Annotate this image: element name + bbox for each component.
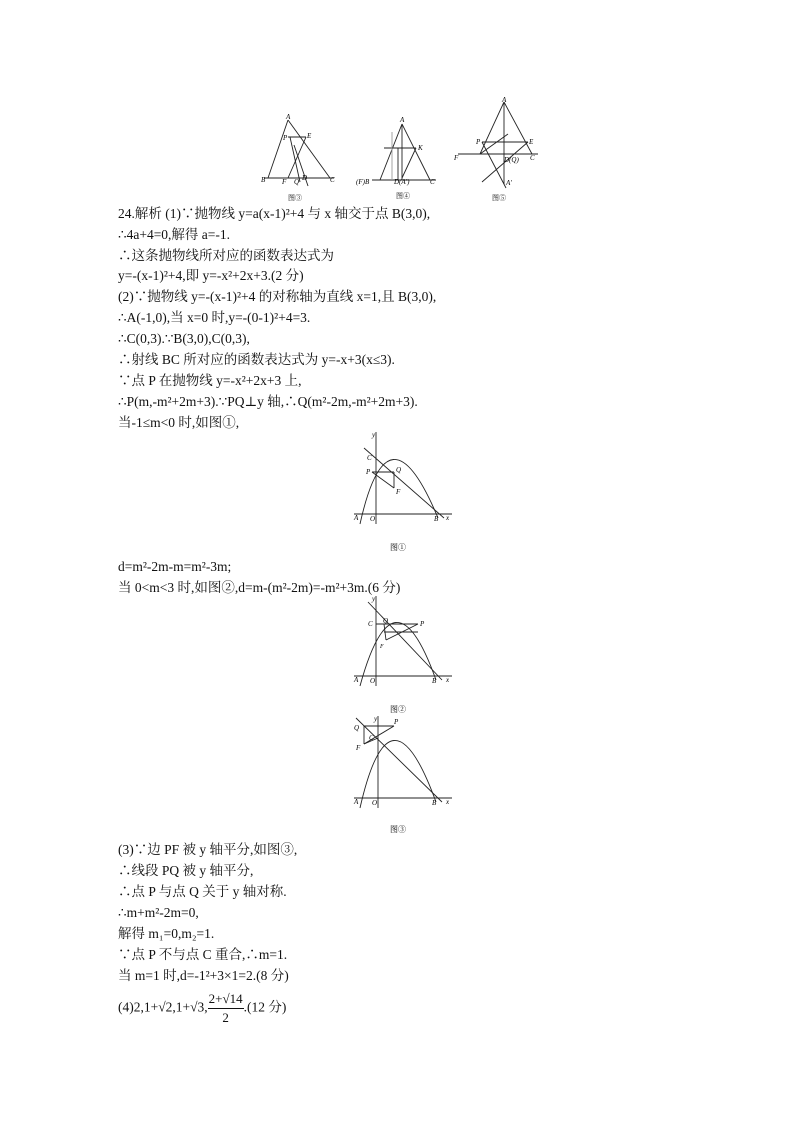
answer-suffix: .(12 分) [243, 999, 287, 1015]
label-B: B [432, 677, 437, 685]
solution-line-16: ∴点 P 与点 Q 关于 y 轴对称. [118, 884, 287, 899]
parabola-graph-1 [350, 428, 460, 556]
label-D: D [302, 174, 308, 182]
solution-line-21 [118, 990, 286, 1027]
label-C: C [368, 620, 373, 628]
label-F: F [282, 178, 287, 186]
label-A: A [502, 96, 507, 104]
label-Q: Q [383, 617, 389, 625]
label-K: K [418, 144, 423, 152]
label-A: A [400, 116, 405, 124]
label-B: B [261, 176, 266, 184]
label-P: P [283, 134, 288, 142]
caption-fig5: 图⑤ [492, 194, 506, 202]
solution-line-1: 24.解析 (1)∵抛物线 y=a(x-1)²+4 与 x 轴交于点 B(3,0), [118, 206, 431, 221]
top-figure-5 [452, 96, 544, 204]
solution-line-9: ∵点 P 在抛物线 y=-x²+2x+3 上, [118, 373, 302, 388]
label-F: F [380, 644, 384, 650]
label-Q: Q [294, 178, 300, 186]
solution-line-8: ∴射线 BC 所对应的函数表达式为 y=-x+3(x≤3). [118, 352, 395, 367]
label-A: A [354, 798, 359, 806]
label-C: C [430, 178, 435, 186]
top-figure-3 [258, 112, 338, 204]
label-P: P [476, 138, 481, 146]
solution-line-10: ∴P(m,-m²+2m+3).∵PQ⊥y 轴,∴Q(m²-2m,-m²+2m+3). [118, 394, 418, 409]
label-P: P [420, 620, 425, 628]
solution-line-20: 当 m=1 时,d=-1²+3×1=2.(8 分) [118, 968, 289, 983]
solution-line-19: ∵点 P 不与点 C 重合,∴m=1. [118, 947, 288, 962]
label-DA: D(A') [394, 178, 410, 186]
solution-line-3: ∴这条抛物线所对应的函数表达式为 [118, 248, 334, 263]
top-figure-4 [354, 112, 444, 204]
label-C: C [369, 734, 374, 742]
label-F: F [454, 154, 459, 162]
solution-line-7: ∴C(0,3).∵B(3,0),C(0,3), [118, 331, 250, 346]
label-C: C [367, 454, 372, 462]
solution-line-11: 当-1≤m<0 时,如图①, [118, 415, 240, 430]
label-y: y [374, 715, 378, 723]
label-B: B [434, 515, 439, 523]
label-F: F [356, 744, 361, 752]
label-A: A [354, 676, 359, 684]
solution-line-4: y=-(x-1)²+4,即 y=-x²+2x+3.(2 分) [118, 268, 304, 283]
solution-line-17: ∴m+m²-2m=0, [118, 905, 199, 920]
label-x: x [446, 798, 450, 806]
label-Q: Q [396, 466, 402, 474]
label-C: C [330, 176, 335, 184]
label-B: B [432, 799, 437, 807]
label-E: E [307, 132, 312, 140]
label-E: E [529, 138, 534, 146]
label-P: P [394, 718, 399, 726]
label-O: O [370, 677, 376, 685]
label-y: y [372, 431, 376, 439]
label-DQ: D(Q) [504, 156, 519, 164]
parabola-graph-3 [350, 712, 460, 838]
label-O: O [370, 515, 376, 523]
caption-graph-2: 图② [390, 705, 406, 714]
solution-line-14: (3)∵边 PF 被 y 轴平分,如图③, [118, 842, 298, 857]
label-A-prime: A' [506, 179, 512, 187]
label-Q: Q [354, 724, 360, 732]
label-y: y [372, 595, 376, 603]
solution-line-12: d=m²-2m-m=m²-3m; [118, 559, 232, 574]
solution-line-5: (2)∵抛物线 y=-(x-1)²+4 的对称轴为直线 x=1,且 B(3,0), [118, 289, 437, 304]
label-FB: (F)B [356, 178, 370, 186]
label-A: A [286, 113, 291, 121]
solution-line-15: ∴线段 PQ 被 y 轴平分, [118, 863, 254, 878]
label-C: C [530, 154, 535, 162]
solution-line-2: ∴4a+4=0,解得 a=-1. [118, 227, 231, 242]
label-x: x [446, 514, 450, 522]
label-x: x [446, 676, 450, 684]
caption-graph-1: 图① [390, 543, 406, 552]
solution-line-6: ∴A(-1,0),当 x=0 时,y=-(0-1)²+4=3. [118, 310, 311, 325]
caption-fig4: 图④ [396, 192, 410, 200]
label-F: F [396, 488, 401, 496]
parabola-graph-2 [350, 592, 460, 716]
label-P: P [366, 468, 371, 476]
fraction-denominator: 2 [222, 1010, 229, 1025]
fraction-numerator: 2+√14 [208, 990, 244, 1009]
label-O: O [372, 799, 378, 807]
caption-graph-3: 图③ [390, 825, 406, 834]
solution-line-13: 当 0<m<3 时,如图②,d=m-(m²-2m)=-m²+3m.(6 分) [118, 580, 401, 595]
solution-line-18: 解得 m₁=0,m₂=1. [118, 926, 215, 941]
label-A: A [354, 514, 359, 522]
caption-fig3: 图③ [288, 194, 302, 202]
answer-prefix: (4)2,1+√2,1+√3, [118, 999, 208, 1015]
answer-fraction [208, 990, 244, 1027]
